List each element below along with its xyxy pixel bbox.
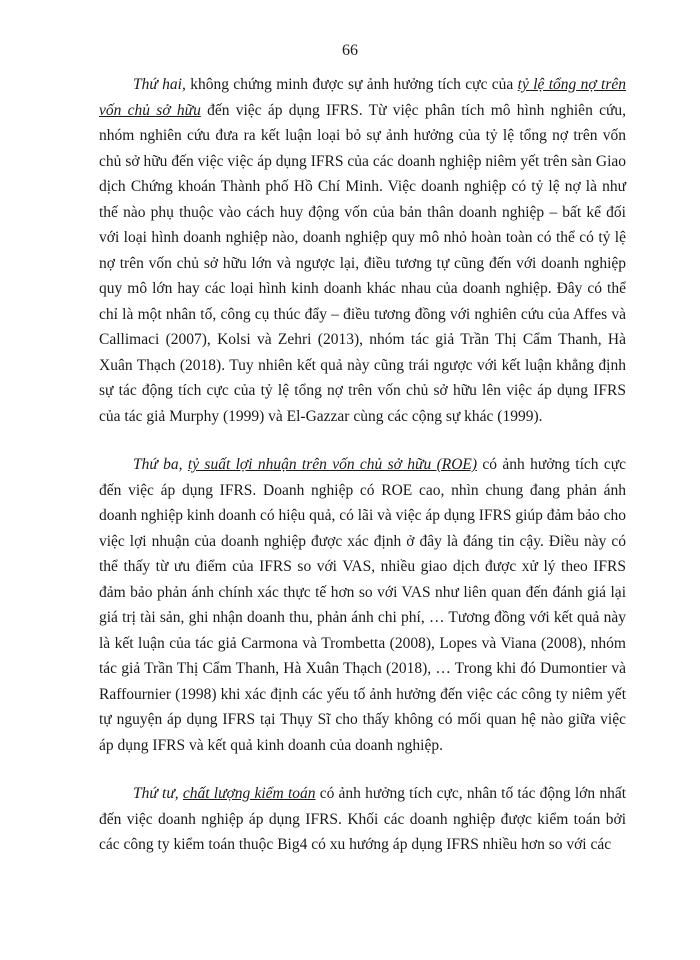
paragraph-emphasis: chất lượng kiểm toán: [182, 785, 316, 802]
paragraph-roe: [99, 452, 626, 758]
paragraph-text: có ảnh hưởng tích cực đến việc áp dụng IFRS. Doanh nghiệp có ROE cao, nhìn chung đang phản ánh doanh nghiệp kinh doanh có hiệu quả, có lãi và việc áp dụng IFRS giúp đảm bảo cho việc lợi nhuận của doanh nghiệp được xác định ở đây là đáng tin cậy. Điều này có thể thấy từ ưu điểm của IFRS so với VAS, nhiều giao dịch được xử lý theo IFRS đảm bảo phản ánh chính xác thực tế hơn so với VAS như liên quan đến đánh giá lại giá trị tài sản, ghi nhận doanh thu, phản ánh chi phí, … Tương đồng với kết quả này là kết luận của tác giả Carmona và Trombetta (2008), Lopes và Viana (2008), nhóm tác giả Trần Thị Cẩm Thanh, Hà Xuân Thạch (2018), … Trong khi đó Dumontier và Raffournier (1998) khi xác định các yếu tố ảnh hưởng đến việc các công ty niêm yết tự nguyện áp dụng IFRS tại Thụy Sĩ cho thấy không có mối quan hệ nào giữa việc áp dụng IFRS và kết quả kinh doanh của doanh nghiệp.: [99, 456, 627, 754]
paragraph-lead: Thứ tư,: [133, 785, 179, 802]
paragraph-emphasis: tỷ lệ tổng nợ trên vốn chủ sở hữu: [99, 76, 626, 119]
page-number: 66: [342, 42, 358, 59]
paragraph-text: không chứng minh được sự ảnh hưởng tích cực của: [185, 76, 518, 93]
document-body: [99, 72, 626, 858]
paragraph-lead: Thứ ba,: [133, 456, 183, 473]
paragraph-audit-quality: [99, 781, 626, 858]
paragraph-text: có ảnh hưởng tích cực, nhân tố tác động lớn nhất đến việc doanh nghiệp áp dụng IFRS. Khối các doanh nghiệp được kiểm toán bởi các công ty kiểm toán thuộc Big4 có xu hướng áp dụng IFRS nhiều hơn so với các: [99, 785, 627, 853]
paragraph-lead: Thứ hai,: [133, 76, 186, 93]
paragraph-text: đến việc áp dụng IFRS. Từ việc phân tích mô hình nghiên cứu, nhóm nghiên cứu đưa ra kết luận loại bỏ sự ảnh hưởng của tỷ lệ tổng nợ trên vốn chủ sở hữu đến việc việc áp dụng IFRS của các doanh nghiệp niêm yết trên sàn Giao dịch Chứng khoán Thành phố Hồ Chí Minh. Việc doanh nghiệp có tỷ lệ nợ là như thế nào phụ thuộc vào cách huy động vốn của bản thân doanh nghiệp – bất kể đối với loại hình doanh nghiệp nào, doanh nghiệp quy mô nhỏ hoàn toàn có thể có tỷ lệ nợ trên vốn chủ sở hữu lớn và ngược lại, điều tương tự cũng đến với doanh nghiệp quy mô lớn hay các loại hình kinh doanh khác nhau của doanh nghiệp. Đây có thể chỉ là một nhân tố, công cụ thúc đẩy – điều tương đồng với nghiên cứu của Affes và Callimaci (2007), Kolsi và Zehri (2013), nhóm tác giả Trần Thị Cẩm Thanh, Hà Xuân Thạch (2018). Tuy nhiên kết quả này cũng trái ngược với kết luận khẳng định sự tác động tích cực của tỷ lệ tổng nợ trên vốn chủ sở hữu lên việc áp dụng IFRS của tác giả Murphy (1999) và El-Gazzar cùng các cộng sự khác (1999).: [99, 101, 626, 425]
paragraph-emphasis: tỷ suất lợi nhuận trên vốn chủ sở hữu (ROE): [187, 456, 478, 473]
paragraph-debt-to-equity: [99, 72, 626, 429]
